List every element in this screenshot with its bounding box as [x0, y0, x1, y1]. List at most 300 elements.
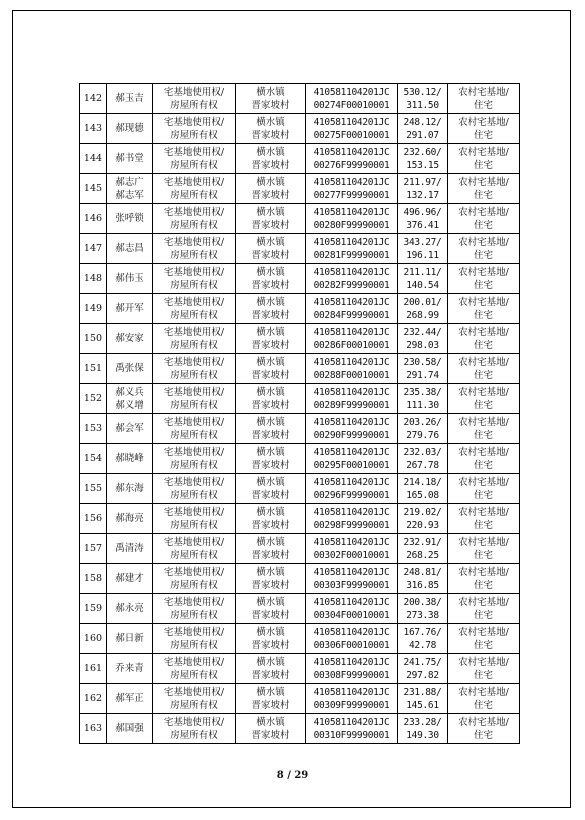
- land-use-line: 农村宅基地/: [458, 116, 509, 128]
- right-type-cell: [153, 84, 236, 114]
- land-use-line: 住宅: [473, 99, 493, 111]
- land-use-line: 住宅: [473, 339, 493, 351]
- area-line: 248.81/: [403, 566, 442, 578]
- table-row: [80, 204, 520, 234]
- area-line: 232.60/: [403, 146, 442, 158]
- land-use-line: 农村宅基地/: [458, 446, 509, 458]
- area-cell: [398, 384, 448, 414]
- owner-name-line: 郝义兵: [115, 386, 144, 398]
- table-row: [80, 114, 520, 144]
- table-row: [80, 414, 520, 444]
- land-use-line: 农村宅基地/: [458, 326, 509, 338]
- right-type-cell: [153, 144, 236, 174]
- unit-code-line: 410581104201JC: [313, 686, 390, 698]
- owner-name-line: 乔来青: [115, 663, 144, 674]
- unit-code-line: 00303F99990001: [313, 579, 390, 591]
- row-number-cell: 149: [80, 294, 107, 324]
- land-use-line: 住宅: [473, 279, 493, 291]
- owner-name-line: 郝开军: [115, 303, 144, 314]
- land-use-line: 农村宅基地/: [458, 656, 509, 668]
- right-type-line: 房屋所有权: [170, 609, 218, 621]
- area-cell: [398, 324, 448, 354]
- area-cell: [398, 654, 448, 684]
- row-number-cell: 163: [80, 714, 107, 744]
- unit-code-line: 00274F00010001: [313, 99, 390, 111]
- right-type-line: 宅基地使用权/: [163, 446, 225, 458]
- unit-code-line: 00304F00010001: [313, 609, 390, 621]
- unit-code-line: 410581104201JC: [313, 296, 390, 308]
- owner-name-cell: [107, 504, 153, 534]
- land-use-line: 住宅: [473, 609, 493, 621]
- land-use-line: 农村宅基地/: [458, 146, 509, 158]
- location-line: 晋家坡村: [251, 609, 290, 621]
- owner-name-cell: [107, 114, 153, 144]
- table-row: [80, 354, 520, 384]
- right-type-line: 房屋所有权: [170, 99, 218, 111]
- land-use-line: 农村宅基地/: [458, 596, 509, 608]
- area-cell: [398, 204, 448, 234]
- location-cell: [236, 114, 306, 144]
- unit-code-line: 00289F99990001: [313, 399, 390, 411]
- area-cell: [398, 594, 448, 624]
- owner-name-cell: [107, 474, 153, 504]
- area-line: 230.58/: [403, 356, 442, 368]
- right-type-line: 房屋所有权: [170, 429, 218, 441]
- table-row: [80, 324, 520, 354]
- table-row: [80, 294, 520, 324]
- land-use-line: 农村宅基地/: [458, 626, 509, 638]
- location-cell: [236, 624, 306, 654]
- unit-code-line: 410581104201JC: [313, 266, 390, 278]
- unit-code-cell: [306, 204, 398, 234]
- owner-name-line: 郝义增: [115, 399, 144, 411]
- right-type-cell: [153, 324, 236, 354]
- right-type-line: 房屋所有权: [170, 489, 218, 501]
- owner-name-line: 郝国强: [115, 723, 144, 734]
- table-body: [80, 84, 520, 744]
- land-use-line: 农村宅基地/: [458, 236, 509, 248]
- location-line: 横水镇: [256, 686, 285, 698]
- land-use-line: 农村宅基地/: [458, 716, 509, 728]
- location-cell: [236, 714, 306, 744]
- unit-code-line: 00280F99990001: [313, 219, 390, 231]
- land-use-line: 住宅: [473, 579, 493, 591]
- area-cell: [398, 84, 448, 114]
- area-line: 167.76/: [403, 626, 442, 638]
- unit-code-cell: [306, 114, 398, 144]
- row-number-cell: 151: [80, 354, 107, 384]
- location-line: 横水镇: [256, 236, 285, 248]
- location-line: 横水镇: [256, 476, 285, 488]
- land-use-line: 住宅: [473, 519, 493, 531]
- land-use-cell: [448, 444, 520, 474]
- location-line: 晋家坡村: [251, 729, 290, 741]
- land-use-line: 农村宅基地/: [458, 356, 509, 368]
- location-line: 晋家坡村: [251, 459, 290, 471]
- location-line: 晋家坡村: [251, 129, 290, 141]
- land-use-line: 农村宅基地/: [458, 566, 509, 578]
- area-cell: [398, 684, 448, 714]
- area-cell: [398, 624, 448, 654]
- unit-code-cell: [306, 144, 398, 174]
- owner-name-line: 郝志昌: [115, 243, 144, 254]
- row-number-cell: 156: [80, 504, 107, 534]
- area-line: 273.38: [406, 609, 439, 621]
- area-line: 153.15: [406, 159, 439, 171]
- area-line: 211.97/: [403, 176, 442, 188]
- row-number-cell: 153: [80, 414, 107, 444]
- area-cell: [398, 144, 448, 174]
- location-cell: [236, 354, 306, 384]
- location-line: 横水镇: [256, 536, 285, 548]
- right-type-line: 宅基地使用权/: [163, 86, 225, 98]
- unit-code-line: 410581104201JC: [313, 146, 390, 158]
- unit-code-cell: [306, 384, 398, 414]
- right-type-line: 房屋所有权: [170, 339, 218, 351]
- right-type-line: 房屋所有权: [170, 669, 218, 681]
- right-type-line: 房屋所有权: [170, 579, 218, 591]
- area-cell: [398, 474, 448, 504]
- land-use-line: 住宅: [473, 729, 493, 741]
- right-type-line: 房屋所有权: [170, 549, 218, 561]
- unit-code-line: 410581104201JC: [313, 326, 390, 338]
- unit-code-cell: [306, 324, 398, 354]
- unit-code-line: 00309F99990001: [313, 699, 390, 711]
- area-line: 145.61: [406, 699, 439, 711]
- right-type-line: 房屋所有权: [170, 309, 218, 321]
- area-line: 530.12/: [403, 86, 442, 98]
- unit-code-line: 00296F99990001: [313, 489, 390, 501]
- row-number-cell: 144: [80, 144, 107, 174]
- location-line: 晋家坡村: [251, 489, 290, 501]
- owner-name-cell: [107, 324, 153, 354]
- unit-code-line: 410581104201JC: [313, 506, 390, 518]
- table-row: [80, 534, 520, 564]
- right-type-cell: [153, 624, 236, 654]
- location-line: 晋家坡村: [251, 549, 290, 561]
- land-use-cell: [448, 204, 520, 234]
- area-line: 233.28/: [403, 716, 442, 728]
- location-line: 横水镇: [256, 596, 285, 608]
- location-line: 横水镇: [256, 146, 285, 158]
- table-row: [80, 714, 520, 744]
- right-type-line: 宅基地使用权/: [163, 656, 225, 668]
- area-line: 291.74: [406, 369, 439, 381]
- location-cell: [236, 474, 306, 504]
- table-row: [80, 684, 520, 714]
- table-row: [80, 144, 520, 174]
- unit-code-cell: [306, 474, 398, 504]
- location-line: 晋家坡村: [251, 249, 290, 261]
- area-line: 232.03/: [403, 446, 442, 458]
- location-line: 横水镇: [256, 266, 285, 278]
- right-type-line: 房屋所有权: [170, 459, 218, 471]
- owner-name-line: 郝日新: [115, 633, 144, 644]
- owner-name-cell: [107, 144, 153, 174]
- row-number-cell: 160: [80, 624, 107, 654]
- land-use-line: 住宅: [473, 459, 493, 471]
- area-line: 214.18/: [403, 476, 442, 488]
- owner-name-cell: [107, 714, 153, 744]
- unit-code-cell: [306, 534, 398, 564]
- right-type-line: 宅基地使用权/: [163, 266, 225, 278]
- owner-name-line: 郝东海: [115, 483, 144, 494]
- land-use-cell: [448, 654, 520, 684]
- row-number-cell: 142: [80, 84, 107, 114]
- table-row: [80, 474, 520, 504]
- location-cell: [236, 174, 306, 204]
- table-row: [80, 84, 520, 114]
- row-number-cell: 154: [80, 444, 107, 474]
- owner-name-line: 郝会军: [115, 423, 144, 434]
- unit-code-line: 00290F99990001: [313, 429, 390, 441]
- area-line: 111.30: [406, 399, 439, 411]
- table-row: [80, 654, 520, 684]
- row-number-cell: 161: [80, 654, 107, 684]
- owner-name-cell: [107, 204, 153, 234]
- location-line: 横水镇: [256, 386, 285, 398]
- land-use-cell: [448, 234, 520, 264]
- owner-name-line: 禹张保: [115, 363, 144, 374]
- owner-name-line: 郝军正: [115, 693, 144, 704]
- land-use-line: 住宅: [473, 369, 493, 381]
- land-use-line: 农村宅基地/: [458, 476, 509, 488]
- location-cell: [236, 534, 306, 564]
- unit-code-line: 410581104201JC: [313, 236, 390, 248]
- land-use-cell: [448, 354, 520, 384]
- area-cell: [398, 414, 448, 444]
- land-use-cell: [448, 174, 520, 204]
- owner-name-line: 郝伟玉: [115, 273, 144, 284]
- location-cell: [236, 384, 306, 414]
- location-line: 晋家坡村: [251, 159, 290, 171]
- row-number-cell: 155: [80, 474, 107, 504]
- location-line: 横水镇: [256, 296, 285, 308]
- location-cell: [236, 414, 306, 444]
- land-use-cell: [448, 414, 520, 444]
- unit-code-cell: [306, 294, 398, 324]
- right-type-line: 宅基地使用权/: [163, 386, 225, 398]
- area-line: 232.44/: [403, 326, 442, 338]
- area-line: 343.27/: [403, 236, 442, 248]
- location-line: 横水镇: [256, 86, 285, 98]
- unit-code-cell: [306, 684, 398, 714]
- right-type-line: 宅基地使用权/: [163, 416, 225, 428]
- unit-code-line: 00298F99990001: [313, 519, 390, 531]
- right-type-cell: [153, 504, 236, 534]
- land-use-line: 农村宅基地/: [458, 296, 509, 308]
- row-number-cell: 148: [80, 264, 107, 294]
- row-number-cell: 143: [80, 114, 107, 144]
- row-number-cell: 150: [80, 324, 107, 354]
- right-type-line: 宅基地使用权/: [163, 146, 225, 158]
- owner-name-line: 郝海亮: [115, 513, 144, 524]
- right-type-line: 房屋所有权: [170, 219, 218, 231]
- location-line: 晋家坡村: [251, 639, 290, 651]
- unit-code-line: 00288F00010001: [313, 369, 390, 381]
- unit-code-line: 00306F00010001: [313, 639, 390, 651]
- unit-code-line: 00282F99990001: [313, 279, 390, 291]
- land-use-line: 住宅: [473, 129, 493, 141]
- right-type-cell: [153, 354, 236, 384]
- location-cell: [236, 144, 306, 174]
- land-use-line: 农村宅基地/: [458, 266, 509, 278]
- location-cell: [236, 504, 306, 534]
- location-cell: [236, 324, 306, 354]
- right-type-cell: [153, 534, 236, 564]
- area-line: 279.76: [406, 429, 439, 441]
- location-line: 晋家坡村: [251, 699, 290, 711]
- unit-code-line: 410581104201JC: [313, 176, 390, 188]
- right-type-cell: [153, 294, 236, 324]
- location-line: 横水镇: [256, 716, 285, 728]
- area-line: 140.54: [406, 279, 439, 291]
- unit-code-line: 00286F00010001: [313, 339, 390, 351]
- location-cell: [236, 264, 306, 294]
- location-line: 晋家坡村: [251, 669, 290, 681]
- right-type-cell: [153, 174, 236, 204]
- area-line: 241.75/: [403, 656, 442, 668]
- location-line: 晋家坡村: [251, 429, 290, 441]
- land-use-line: 农村宅基地/: [458, 416, 509, 428]
- right-type-cell: [153, 714, 236, 744]
- owner-name-cell: [107, 414, 153, 444]
- owner-name-cell: [107, 444, 153, 474]
- right-type-line: 房屋所有权: [170, 519, 218, 531]
- owner-name-line: 张呼锁: [115, 213, 144, 224]
- right-type-line: 宅基地使用权/: [163, 236, 225, 248]
- right-type-cell: [153, 594, 236, 624]
- row-number-cell: 145: [80, 174, 107, 204]
- area-line: 316.85: [406, 579, 439, 591]
- right-type-line: 房屋所有权: [170, 189, 218, 201]
- row-number-cell: 157: [80, 534, 107, 564]
- area-cell: [398, 534, 448, 564]
- row-number-cell: 146: [80, 204, 107, 234]
- right-type-cell: [153, 654, 236, 684]
- unit-code-line: 410581104201JC: [313, 386, 390, 398]
- owner-name-line: 郝玉吉: [115, 93, 144, 104]
- unit-code-cell: [306, 444, 398, 474]
- location-line: 晋家坡村: [251, 219, 290, 231]
- location-line: 晋家坡村: [251, 579, 290, 591]
- land-use-cell: [448, 714, 520, 744]
- right-type-cell: [153, 414, 236, 444]
- land-use-line: 住宅: [473, 219, 493, 231]
- location-cell: [236, 444, 306, 474]
- land-use-cell: [448, 684, 520, 714]
- location-line: 晋家坡村: [251, 99, 290, 111]
- land-use-line: 农村宅基地/: [458, 506, 509, 518]
- right-type-line: 宅基地使用权/: [163, 206, 225, 218]
- area-cell: [398, 354, 448, 384]
- area-cell: [398, 234, 448, 264]
- right-type-cell: [153, 384, 236, 414]
- unit-code-line: 00302F00010001: [313, 549, 390, 561]
- land-use-line: 住宅: [473, 159, 493, 171]
- page-number: 8 / 29: [276, 770, 309, 781]
- owner-name-line: 郝书堂: [115, 153, 144, 164]
- location-line: 横水镇: [256, 506, 285, 518]
- land-use-line: 农村宅基地/: [458, 86, 509, 98]
- area-line: 248.12/: [403, 116, 442, 128]
- unit-code-cell: [306, 654, 398, 684]
- area-line: 200.38/: [403, 596, 442, 608]
- unit-code-line: 410581104201JC: [313, 116, 390, 128]
- unit-code-line: 410581104201JC: [313, 206, 390, 218]
- location-line: 横水镇: [256, 656, 285, 668]
- unit-code-line: 410581104201JC: [313, 716, 390, 728]
- unit-code-cell: [306, 354, 398, 384]
- unit-code-cell: [306, 594, 398, 624]
- unit-code-line: 00310F99990001: [313, 729, 390, 741]
- land-use-cell: [448, 504, 520, 534]
- area-line: 196.11: [406, 249, 439, 261]
- right-type-line: 房屋所有权: [170, 399, 218, 411]
- land-use-cell: [448, 384, 520, 414]
- location-line: 晋家坡村: [251, 309, 290, 321]
- area-cell: [398, 504, 448, 534]
- owner-name-cell: [107, 564, 153, 594]
- right-type-cell: [153, 264, 236, 294]
- area-line: 298.03: [406, 339, 439, 351]
- owner-name-cell: [107, 684, 153, 714]
- owner-name-cell: [107, 84, 153, 114]
- land-use-line: 农村宅基地/: [458, 386, 509, 398]
- table-row: [80, 234, 520, 264]
- right-type-line: 宅基地使用权/: [163, 176, 225, 188]
- area-line: 297.82: [406, 669, 439, 681]
- table-row: [80, 264, 520, 294]
- right-type-line: 宅基地使用权/: [163, 566, 225, 578]
- unit-code-line: 00277F99990001: [313, 189, 390, 201]
- right-type-line: 房屋所有权: [170, 279, 218, 291]
- area-cell: [398, 444, 448, 474]
- unit-code-line: 00308F99990001: [313, 669, 390, 681]
- area-line: 165.08: [406, 489, 439, 501]
- land-use-line: 住宅: [473, 399, 493, 411]
- area-line: 203.26/: [403, 416, 442, 428]
- unit-code-line: 410581104201JC: [313, 86, 390, 98]
- table-row: [80, 504, 520, 534]
- right-type-cell: [153, 474, 236, 504]
- area-line: 267.78: [406, 459, 439, 471]
- location-line: 横水镇: [256, 356, 285, 368]
- location-cell: [236, 594, 306, 624]
- row-number-cell: 147: [80, 234, 107, 264]
- location-cell: [236, 654, 306, 684]
- area-line: 42.78: [408, 639, 437, 651]
- area-line: 311.50: [406, 99, 439, 111]
- owner-name-cell: [107, 354, 153, 384]
- right-type-cell: [153, 684, 236, 714]
- right-type-line: 宅基地使用权/: [163, 626, 225, 638]
- unit-code-line: 410581104201JC: [313, 566, 390, 578]
- unit-code-line: 410581104201JC: [313, 476, 390, 488]
- owner-name-line: 郝安家: [115, 333, 144, 344]
- unit-code-cell: [306, 564, 398, 594]
- unit-code-cell: [306, 504, 398, 534]
- row-number-cell: 158: [80, 564, 107, 594]
- owner-name-line: 郝建才: [115, 573, 144, 584]
- unit-code-cell: [306, 264, 398, 294]
- area-cell: [398, 264, 448, 294]
- owner-name-cell: [107, 294, 153, 324]
- right-type-line: 房屋所有权: [170, 249, 218, 261]
- area-line: 232.91/: [403, 536, 442, 548]
- land-use-line: 住宅: [473, 429, 493, 441]
- location-line: 横水镇: [256, 566, 285, 578]
